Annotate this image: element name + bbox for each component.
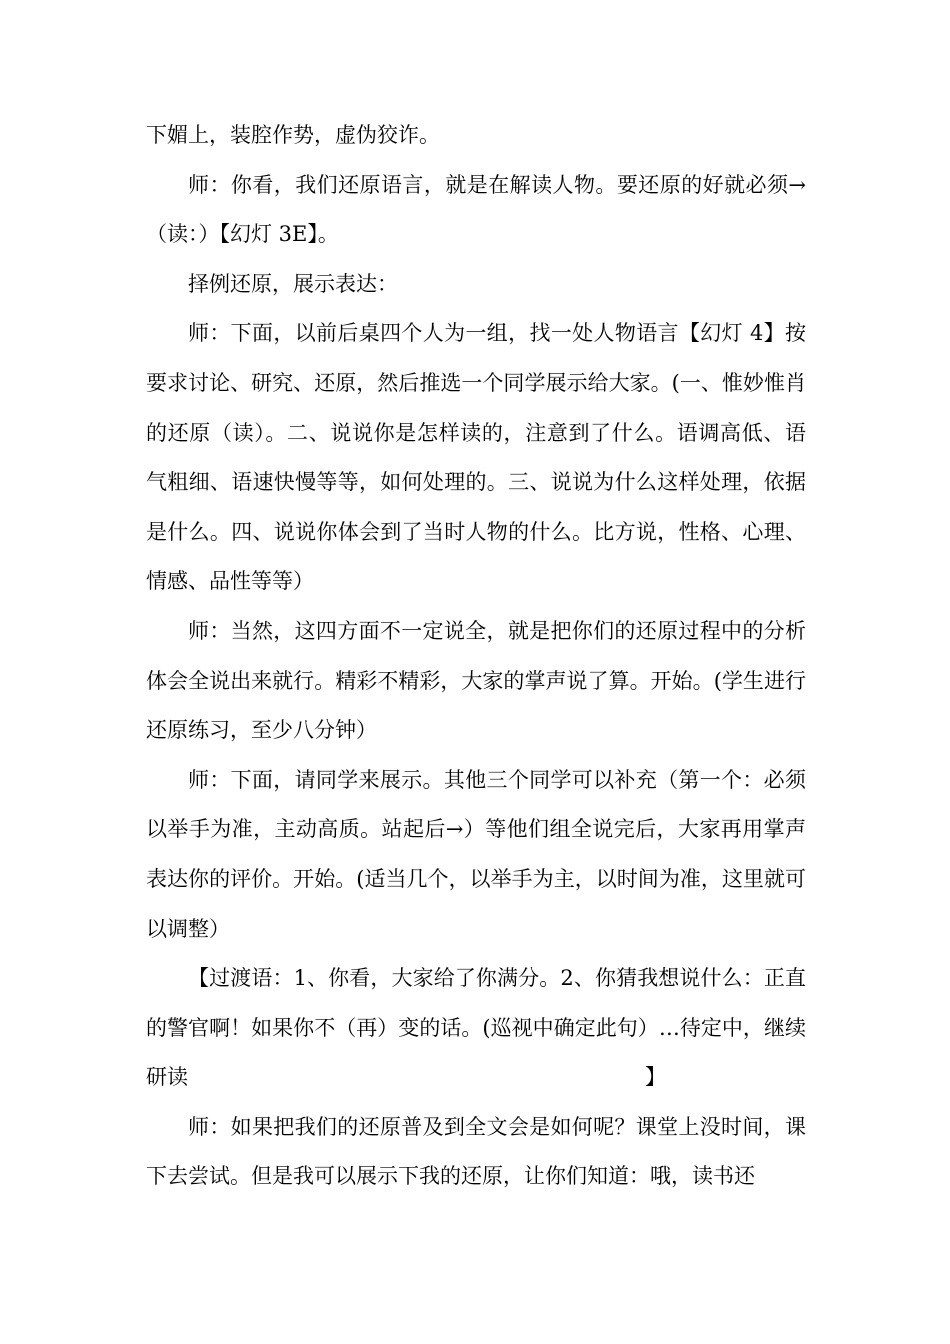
- paragraph-1: 下媚上，装腔作势，虚伪狡诈。: [146, 123, 440, 147]
- paragraph-4: 师：下面，以前后桌四个人为一组，找一处人物语言【幻灯 4】按要求讨论、研究、还原，然后推选一个同学展示给大家。(一、惟妙惟肖的还原（读）。二、说说你是怎样读的，注意到了什么。语调高低、语气粗细、语速快慢等等，如何处理的。三、说说为什么这样处理，依据是什么。四、说说你体会到了当时人物的什么。比方说，性格、心理、情感、品性等等）: [146, 321, 806, 594]
- paragraph-5: 师：当然，这四方面不一定说全，就是把你们的还原过程中的分析体会全说出来就行。精彩不精彩，大家的掌声说了算。开始。(学生进行还原练习，至少八分钟）: [146, 618, 806, 743]
- closing-bracket: 】: [645, 1065, 666, 1090]
- paragraph-2: 师：你看，我们还原语言，就是在解读人物。要还原的好就必须→（读：）【幻灯 3E】。: [146, 172, 806, 247]
- paragraph-7-text: 【过渡语：1、你看，大家给了你满分。2、你猜我想说什么：正直的警官啊！如果你不（再）变的话。(巡视中确定此句）…待定中，继续研读: [146, 966, 806, 1090]
- paragraph-3: 择例还原，展示表达：: [188, 271, 398, 296]
- document-body: [146, 111, 806, 1202]
- paragraph-8: 师：如果把我们的还原普及到全文会是如何呢？课堂上没时间，课下去尝试。但是我可以展示下我的还原，让你们知道：哦，读书还: [146, 1114, 806, 1189]
- paragraph-6: 师：下面，请同学来展示。其他三个同学可以补充（第一个：必须以举手为准，主动高质。站起后→）等他们组全说完后，大家再用掌声表达你的评价。开始。(适当几个，以举手为主，以时间为准，这里就可以调整）: [146, 767, 806, 941]
- paragraph-7: [146, 954, 806, 1103]
